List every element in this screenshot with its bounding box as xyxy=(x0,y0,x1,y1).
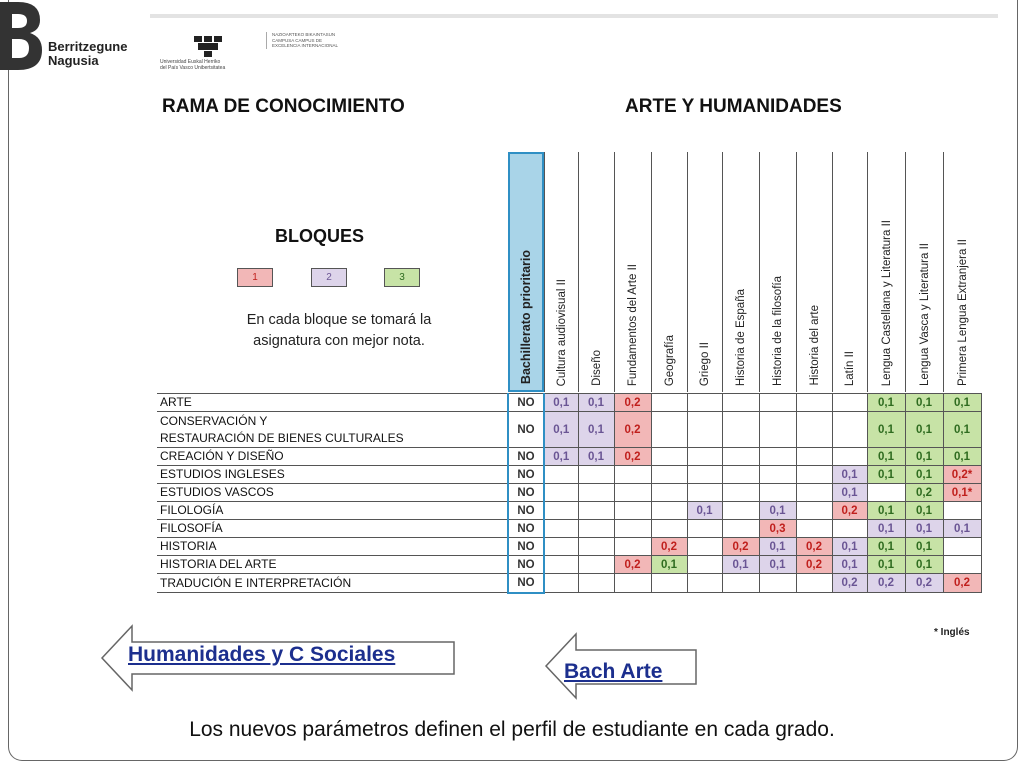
column-header-subject xyxy=(867,152,905,392)
weight-cell: 0,1 xyxy=(905,448,943,466)
grado-name: HISTORIA DEL ARTE xyxy=(157,556,508,574)
weights-table xyxy=(157,393,982,594)
weight-cell xyxy=(722,574,759,593)
weight-cell xyxy=(759,574,796,593)
weight-cell xyxy=(614,466,651,484)
weight-cell xyxy=(687,556,722,574)
weight-cell xyxy=(943,502,981,520)
weight-cell: 0,1 xyxy=(759,538,796,556)
column-header-label: Latín II xyxy=(844,350,856,386)
legend-block-1: 1 xyxy=(237,268,273,287)
upv-name-line1: Universidad Euskal Herriko xyxy=(160,59,221,65)
table-row xyxy=(157,412,981,448)
grado-name: CONSERVACIÓN Y RESTAURACIÓN DE BIENES CULTURALES xyxy=(157,412,508,448)
weight-cell xyxy=(722,520,759,538)
weight-cell: 0,1 xyxy=(651,556,687,574)
weight-cell: 0,1 xyxy=(722,556,759,574)
column-header-subject xyxy=(722,152,759,392)
nav-arrow-bach-arte[interactable] xyxy=(544,632,698,700)
footnote: * Inglés xyxy=(934,627,970,638)
weight-cell: 0,1 xyxy=(905,466,943,484)
grado-name: FILOSOFÍA xyxy=(157,520,508,538)
weight-cell xyxy=(651,502,687,520)
bachillerato-cell: NO xyxy=(508,448,544,466)
weight-cell xyxy=(687,466,722,484)
weight-cell xyxy=(614,484,651,502)
weight-cell xyxy=(651,466,687,484)
table-row xyxy=(157,520,981,538)
weight-cell xyxy=(832,520,867,538)
column-header-label: Primera Lengua Extranjera II xyxy=(956,238,969,386)
header-rule xyxy=(150,14,998,18)
grado-name: ESTUDIOS INGLESES xyxy=(157,466,508,484)
weight-cell: 0,1 xyxy=(943,394,981,412)
weight-cell: 0,1 xyxy=(867,520,905,538)
weight-cell xyxy=(614,502,651,520)
weight-cell xyxy=(687,574,722,593)
weight-cell xyxy=(687,394,722,412)
weight-cell: 0,1 xyxy=(544,448,578,466)
table-row xyxy=(157,448,981,466)
weight-cell: 0,2 xyxy=(905,484,943,502)
weight-cell: 0,1 xyxy=(943,412,981,448)
weight-cell xyxy=(578,502,614,520)
grado-name: CREACIÓN Y DISEÑO xyxy=(157,448,508,466)
weight-cell: 0,1 xyxy=(867,412,905,448)
humanidades-link[interactable]: Humanidades y C Sociales xyxy=(128,643,396,666)
weight-cell: 0,1 xyxy=(544,412,578,448)
caption: Los nuevos parámetros definen el perfil de estudiante en cada grado. xyxy=(189,718,835,741)
table-row xyxy=(157,484,981,502)
weight-cell: 0,3 xyxy=(759,520,796,538)
column-header-label: Bachillerato prioritario xyxy=(519,249,533,384)
weight-cell xyxy=(651,394,687,412)
weight-cell: 0,2 xyxy=(614,556,651,574)
campus-label: NAZIOARTEKO BIKAINTASUN CAMPUSA CAMPUS DE EXCELENCIA INTERNACIONAL xyxy=(266,32,342,49)
weight-cell xyxy=(687,538,722,556)
grado-name: ARTE xyxy=(157,394,508,412)
bachillerato-cell: NO xyxy=(508,394,544,412)
weight-cell: 0,2 xyxy=(614,394,651,412)
weight-cell: 0,2 xyxy=(905,574,943,593)
weight-cell: 0,2 xyxy=(722,538,759,556)
weight-cell xyxy=(614,574,651,593)
weight-cell xyxy=(578,466,614,484)
weight-cell xyxy=(687,412,722,448)
column-header-subject xyxy=(905,152,943,392)
weight-cell: 0,1 xyxy=(905,556,943,574)
column-header-subject xyxy=(651,152,687,392)
weight-cell: 0,1 xyxy=(867,448,905,466)
bloques-note-line1: En cada bloque se tomará la xyxy=(246,312,432,328)
weight-cell xyxy=(943,556,981,574)
weight-cell xyxy=(544,574,578,593)
bachillerato-cell: NO xyxy=(508,502,544,520)
upv-name xyxy=(160,59,260,71)
weight-cell xyxy=(651,574,687,593)
weight-cell: 0,1 xyxy=(578,412,614,448)
column-header-label: Fundamentos del Arte II xyxy=(627,263,639,386)
bloques-note xyxy=(214,310,464,352)
weight-cell xyxy=(759,394,796,412)
weight-cell: 0,2 xyxy=(796,538,832,556)
weight-cell xyxy=(544,538,578,556)
column-header-label: Griego II xyxy=(699,341,711,386)
column-header-subject xyxy=(578,152,614,392)
bachillerato-cell: NO xyxy=(508,574,544,593)
bachillerato-cell: NO xyxy=(508,556,544,574)
column-header-subject xyxy=(943,152,981,392)
weight-cell xyxy=(651,412,687,448)
weight-cell xyxy=(722,448,759,466)
weight-cell: 0,2* xyxy=(943,466,981,484)
upv-name-line2: del País Vasco Unibertsitatea xyxy=(160,65,226,71)
weight-cell xyxy=(722,484,759,502)
grado-name: FILOLOGÍA xyxy=(157,502,508,520)
grado-name: ESTUDIOS VASCOS xyxy=(157,484,508,502)
weight-cell xyxy=(832,394,867,412)
weight-cell: 0,1 xyxy=(578,448,614,466)
weight-cell xyxy=(943,538,981,556)
org-name-line1: Berritzegune xyxy=(48,39,128,54)
weight-cell xyxy=(651,520,687,538)
weight-cell: 0,1 xyxy=(867,394,905,412)
weight-cell xyxy=(578,574,614,593)
weight-cell: 0,1 xyxy=(544,394,578,412)
grado-name: HISTORIA xyxy=(157,538,508,556)
weight-cell: 0,1 xyxy=(867,556,905,574)
bachillerato-cell: NO xyxy=(508,412,544,448)
weight-cell: 0,2 xyxy=(796,556,832,574)
weight-cell: 0,2 xyxy=(614,412,651,448)
legend-block-2: 2 xyxy=(311,268,347,287)
weight-cell: 0,2 xyxy=(614,448,651,466)
weight-cell: 0,2 xyxy=(651,538,687,556)
weight-cell xyxy=(796,484,832,502)
weight-cell: 0,1 xyxy=(832,484,867,502)
weight-cell xyxy=(614,520,651,538)
weight-cell: 0,1 xyxy=(943,520,981,538)
weight-cell: 0,1 xyxy=(943,448,981,466)
weight-cell xyxy=(651,484,687,502)
weight-cell xyxy=(722,394,759,412)
weight-cell xyxy=(578,538,614,556)
weight-cell xyxy=(544,520,578,538)
weight-cell xyxy=(832,448,867,466)
column-header-subject xyxy=(687,152,722,392)
column-header-subject xyxy=(759,152,796,392)
weight-cell xyxy=(867,484,905,502)
weight-cell xyxy=(544,484,578,502)
weight-cell xyxy=(687,448,722,466)
bloques-title: BLOQUES xyxy=(275,226,365,246)
weight-cell: 0,1 xyxy=(905,394,943,412)
table-row xyxy=(157,502,981,520)
bachillerato-cell: NO xyxy=(508,466,544,484)
berritzegune-logo-icon xyxy=(0,0,42,72)
weight-cell xyxy=(651,448,687,466)
weight-cell xyxy=(578,520,614,538)
weight-cell xyxy=(687,520,722,538)
weight-cell xyxy=(796,412,832,448)
weight-cell xyxy=(759,484,796,502)
bach-arte-link[interactable]: Bach Arte xyxy=(564,660,663,683)
weight-cell: 0,1 xyxy=(578,394,614,412)
column-header-subject xyxy=(614,152,651,392)
org-name xyxy=(48,40,127,68)
weight-cell: 0,2 xyxy=(943,574,981,593)
weight-cell: 0,1 xyxy=(759,556,796,574)
weight-cell: 0,1 xyxy=(832,556,867,574)
weight-cell xyxy=(796,466,832,484)
weight-cell xyxy=(578,556,614,574)
weight-cell: 0,2 xyxy=(867,574,905,593)
weight-cell: 0,1 xyxy=(905,520,943,538)
weight-cell: 0,1 xyxy=(867,538,905,556)
grado-name: TRADUCIÓN E INTERPRETACIÓN xyxy=(157,574,508,593)
table-row xyxy=(157,538,981,556)
column-header-label: Historia del arte xyxy=(808,305,821,386)
weight-cell xyxy=(578,484,614,502)
weight-cell: 0,2 xyxy=(832,502,867,520)
column-header-label: Lengua Castellana y Literatura II xyxy=(880,219,893,386)
weight-cell xyxy=(544,466,578,484)
bachillerato-cell: NO xyxy=(508,538,544,556)
legend-block-3: 3 xyxy=(384,268,420,287)
table-row xyxy=(157,394,981,412)
weight-cell: 0,1 xyxy=(832,466,867,484)
weight-cell xyxy=(796,520,832,538)
column-header-label: Historia de la filosofía xyxy=(772,276,784,386)
bachillerato-cell: NO xyxy=(508,520,544,538)
weight-cell xyxy=(796,394,832,412)
weight-cell xyxy=(759,448,796,466)
table-row xyxy=(157,574,981,593)
weight-cell xyxy=(759,412,796,448)
area-title: ARTE Y HUMANIDADES xyxy=(625,96,842,117)
org-name-line2: Nagusia xyxy=(48,53,99,68)
weight-cell xyxy=(722,412,759,448)
weight-cell xyxy=(796,502,832,520)
bachillerato-cell: NO xyxy=(508,484,544,502)
weight-cell xyxy=(544,502,578,520)
nav-arrow-humanidades[interactable] xyxy=(100,624,456,692)
weight-cell xyxy=(796,448,832,466)
weight-cell: 0,1 xyxy=(905,538,943,556)
column-header-bachillerato xyxy=(508,152,544,392)
weight-cell: 0,1 xyxy=(905,502,943,520)
table-row xyxy=(157,466,981,484)
weight-cell: 0,1* xyxy=(943,484,981,502)
column-header-subject xyxy=(544,152,578,392)
rama-title: RAMA DE CONOCIMIENTO xyxy=(162,96,405,117)
weight-cell xyxy=(832,412,867,448)
column-header-label: Historia de España xyxy=(735,288,747,386)
weight-cell xyxy=(722,466,759,484)
weight-cell: 0,1 xyxy=(832,538,867,556)
weight-cell xyxy=(796,574,832,593)
column-header-subject xyxy=(832,152,867,392)
weight-cell xyxy=(759,466,796,484)
column-header-label: Cultura audiovisual II xyxy=(555,278,568,386)
weight-cell xyxy=(544,556,578,574)
weight-cell xyxy=(722,502,759,520)
bloques-note-line2: asignatura con mejor nota. xyxy=(253,333,425,349)
weight-cell: 0,1 xyxy=(759,502,796,520)
column-header-subject xyxy=(796,152,832,392)
table-row xyxy=(157,556,981,574)
column-header-label: Lengua Vasca y Literatura II xyxy=(918,243,931,386)
column-header-label: Geografía xyxy=(663,334,676,386)
weight-cell xyxy=(614,538,651,556)
weight-cell: 0,2 xyxy=(832,574,867,593)
weight-cell: 0,1 xyxy=(867,466,905,484)
weight-cell: 0,1 xyxy=(905,412,943,448)
weight-cell xyxy=(687,484,722,502)
column-header-label: Diseño xyxy=(590,350,603,386)
weight-cell: 0,1 xyxy=(867,502,905,520)
weight-cell: 0,1 xyxy=(687,502,722,520)
